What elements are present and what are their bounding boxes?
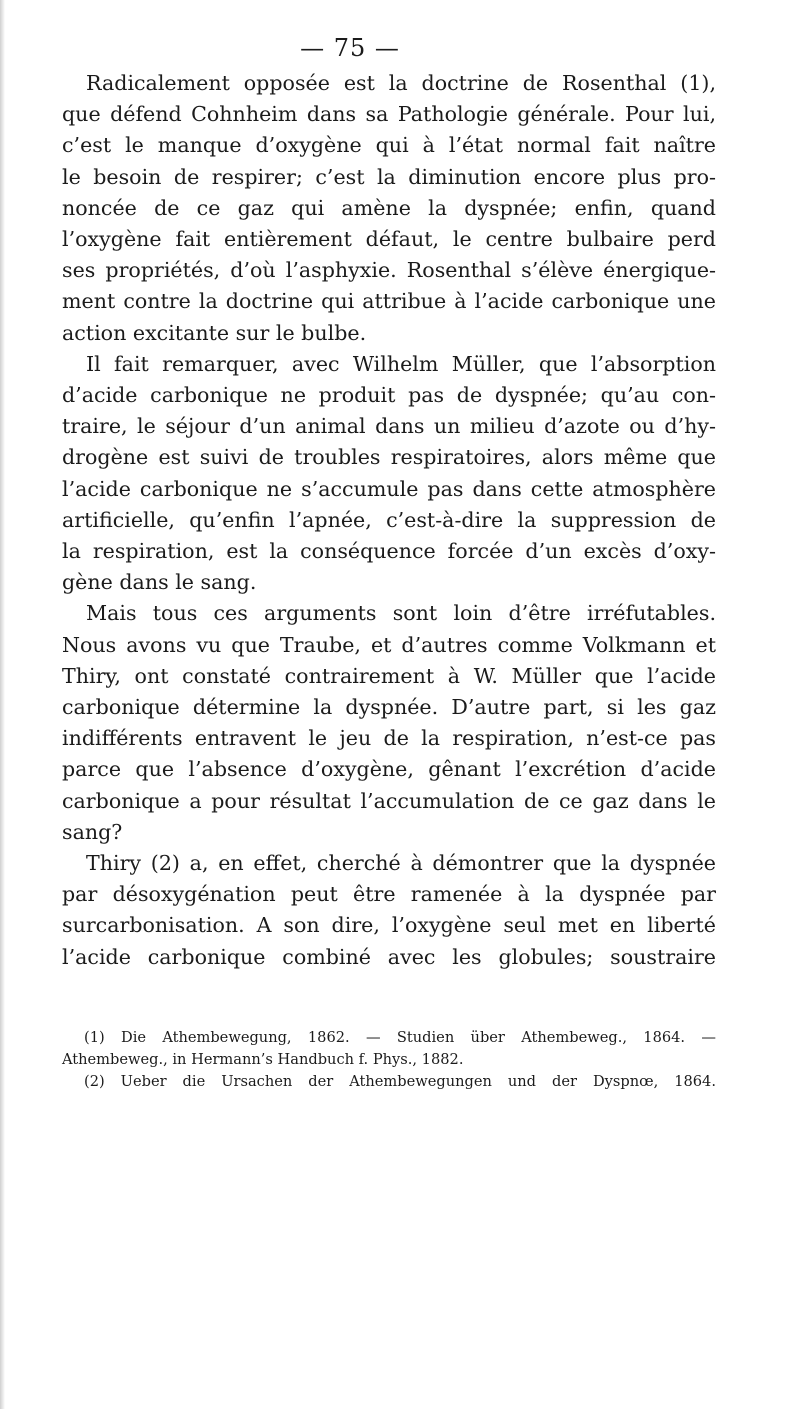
text-line: noncée de ce gaz qui amène la dyspnée; enfin, quand xyxy=(62,195,716,220)
text-line: carbonique détermine la dyspnée. D’autre part, si les gaz xyxy=(62,695,716,720)
footnotes-block xyxy=(62,1027,716,1093)
text-line: artificielle, qu’enfin l’apnée, c’est-à-dire la suppression de xyxy=(62,507,716,532)
text-line: c’est le manque d’oxygène qui à l’état normal fait naître xyxy=(62,133,716,158)
text-line: Il fait remarquer, avec Wilhelm Müller, que l’absorption xyxy=(86,351,716,376)
text-line: traire, le séjour d’un animal dans un milieu d’azote ou d’hy- xyxy=(62,414,716,439)
text-line: que défend Cohnheim dans sa Pathologie générale. Pour lui, xyxy=(62,102,716,127)
text-line: ment contre la doctrine qui attribue à l’acide carbonique une xyxy=(62,289,716,314)
text-line: la respiration, est la conséquence forcée d’un excès d’oxy- xyxy=(62,539,716,564)
text-line: le besoin de respirer; c’est la diminution encore plus pro- xyxy=(62,164,716,189)
text-line: action excitante sur le bulbe. xyxy=(62,320,367,345)
footnote-line: (2) Ueber die Ursachen der Athembewegungen und der Dyspnœ, 1864. xyxy=(84,1073,716,1090)
text-line: Mais tous ces arguments sont loin d’être irréfutables. xyxy=(86,601,716,626)
text-line: indifférents entravent le jeu de la respiration, n’est-ce pas xyxy=(62,726,716,751)
text-line: l’acide carbonique combiné avec les globules; soustraire xyxy=(62,944,716,969)
text-line: par désoxygénation peut être ramenée à la dyspnée par xyxy=(62,882,716,907)
text-line: parce que l’absence d’oxygène, gênant l’excrétion d’acide xyxy=(62,757,716,782)
text-line: Thiry (2) a, en effet, cherché à démontrer que la dyspnée xyxy=(86,851,716,876)
text-line: ses propriétés, d’où l’asphyxie. Rosenthal s’élève énergique- xyxy=(62,258,716,283)
footnote-line: Athembeweg., in Hermann’s Handbuch f. Phys., 1882. xyxy=(62,1051,464,1068)
page-binding-shadow xyxy=(0,0,5,1409)
text-line: Radicalement opposée est la doctrine de Rosenthal (1), xyxy=(86,71,716,95)
text-line: l’acide carbonique ne s’accumule pas dans cette atmosphère xyxy=(62,476,716,501)
text-line: d’acide carbonique ne produit pas de dyspnée; qu’au con- xyxy=(62,383,716,408)
footnote-line: (1) Die Athembewegung, 1862. — Studien über Athembeweg., 1864. — xyxy=(84,1029,716,1046)
text-line: sang? xyxy=(62,819,123,844)
page-number: — 75 — xyxy=(300,34,400,62)
text-line: drogène est suivi de troubles respiratoires, alors même que xyxy=(62,445,716,470)
text-line: surcarbonisation. A son dire, l’oxygène seul met en liberté xyxy=(62,913,716,938)
text-line: Nous avons vu que Traube, et d’autres comme Volkmann et xyxy=(62,632,716,657)
text-line: carbonique a pour résultat l’accumulation de ce gaz dans le xyxy=(62,788,716,813)
text-line: l’oxygène fait entièrement défaut, le centre bulbaire perd xyxy=(62,227,716,252)
main-text-block xyxy=(62,68,716,973)
text-line: Thiry, ont constaté contrairement à W. Müller que l’acide xyxy=(62,663,716,688)
text-line: gène dans le sang. xyxy=(62,570,257,595)
